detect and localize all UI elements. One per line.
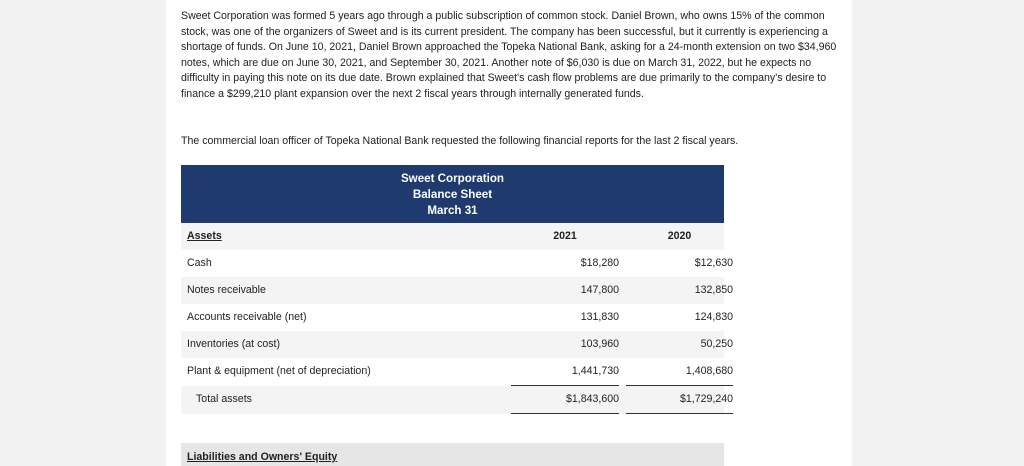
assets-heading: Assets <box>187 230 222 242</box>
statement-date: March 31 <box>427 204 478 217</box>
intro-paragraph: Sweet Corporation was formed 5 years ago through a public subscription of common stock. Daniel Brown, who owns 15% of the common stock, was one of the organizers of Sweet and is its current president. The company has been successful, but it currently is experiencing a shortage of funds. On June 10, 2021, Daniel Brown approached the Topeka National Bank, asking for a 24-month extension on two $34,960 notes, which are due on June 30, 2021, and September 30, 2021. Another note of $6,030 is due on March 31, 2022, but he expects no difficulty in paying this note on its due date. Brown explained that Sweet's cash flow problems are due primarily to the company's desire to finance a $299,210 plant expansion over the next 2 fiscal years through internally generated funds. <box>181 10 837 100</box>
table-row <box>181 250 733 277</box>
row-label-notes-receivable: Notes receivable <box>187 284 266 296</box>
table-row <box>181 358 733 385</box>
cell-2020: $12,630 <box>694 257 733 269</box>
column-2021-header: 2021 <box>553 230 577 242</box>
cell-2020: 50,250 <box>700 338 733 350</box>
statement-title: Balance Sheet <box>412 188 493 201</box>
cell-2021: 103,960 <box>580 338 619 350</box>
row-label-accounts-receivable: Accounts receivable (net) <box>187 311 307 323</box>
cell-2020: 1,408,680 <box>685 365 733 377</box>
table-header-row <box>181 223 724 250</box>
cell-2021: 131,830 <box>580 311 619 323</box>
cell-2021: 1,441,730 <box>571 365 619 377</box>
liabilities-heading: Liabilities and Owners' Equity <box>187 451 338 463</box>
request-paragraph: The commercial loan officer of Topeka National Bank requested the following financial reports for the last 2 fiscal years. <box>181 135 739 147</box>
problem-content <box>166 0 852 466</box>
table-row <box>181 277 733 304</box>
table-row <box>181 304 733 331</box>
row-label-plant-equipment: Plant & equipment (net of depreciation) <box>187 365 371 377</box>
total-assets-label: Total assets <box>196 393 252 405</box>
cell-2021: 147,800 <box>580 284 619 296</box>
cell-2020: 132,850 <box>694 284 733 296</box>
total-assets-2021: $1,843,600 <box>565 393 619 405</box>
row-label-inventories: Inventories (at cost) <box>187 338 281 350</box>
left-margin <box>0 0 166 466</box>
total-rule-2020 <box>626 413 733 414</box>
right-margin <box>852 0 1024 466</box>
column-2020-header: 2020 <box>667 230 692 242</box>
total-assets-row <box>181 386 733 414</box>
balance-sheet-header <box>181 165 724 223</box>
cell-2020: 124,830 <box>694 311 733 323</box>
total-rule-2021 <box>511 413 619 414</box>
cell-2021: $18,280 <box>580 257 619 269</box>
table-row <box>181 331 733 358</box>
company-name: Sweet Corporation <box>400 172 505 185</box>
total-assets-2020: $1,729,240 <box>679 393 733 405</box>
row-label-cash: Cash <box>187 257 212 269</box>
liabilities-section-header <box>181 443 724 466</box>
